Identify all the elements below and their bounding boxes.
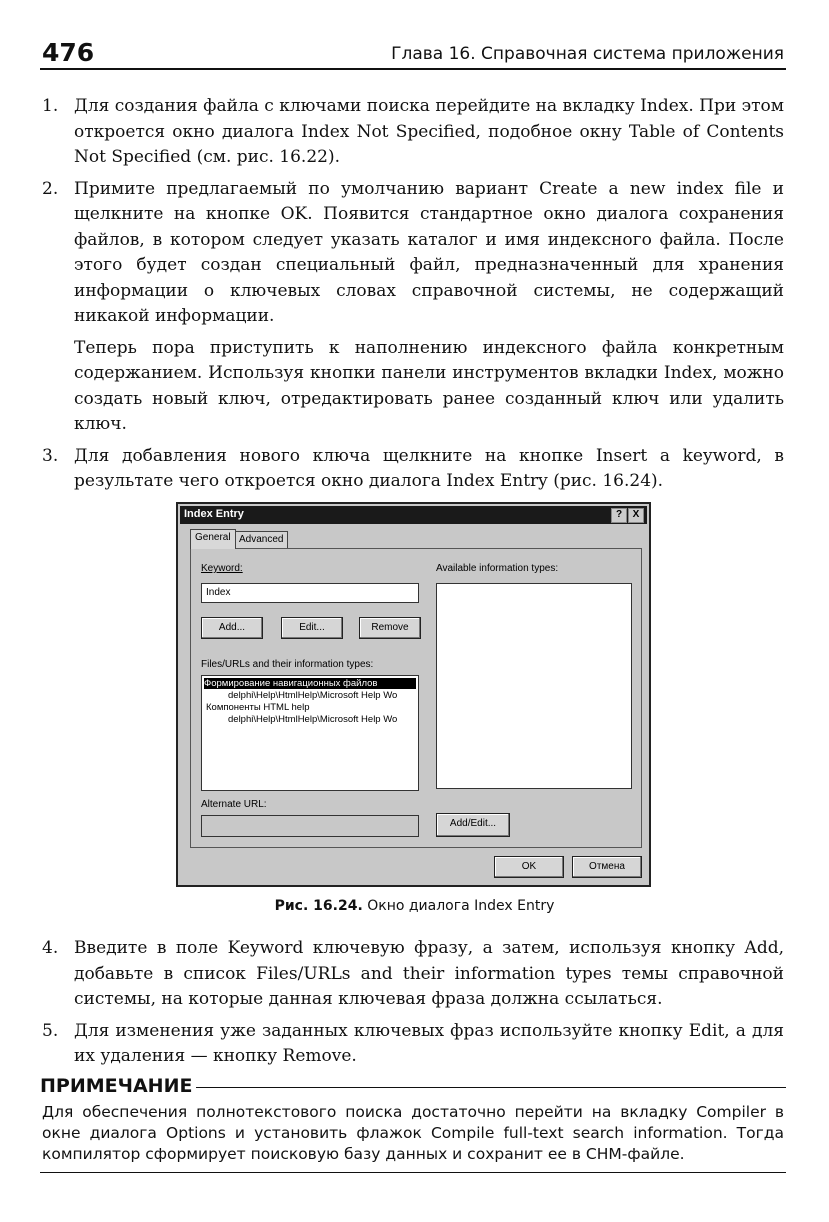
note-text: Для обеспечения полнотекстового поиска достаточно перейти на вкладку Compiler в окне диалога Options и установить флажок Compile full-text search information. Тогда компилятор сформирует поисковую базу данных и сохранит ее в CHM-файле. [42,1103,784,1163]
note-heading [40,1075,786,1099]
alternate-url-label: Alternate URL: [201,799,267,810]
caption-label: Рис. 16.24. [274,898,363,914]
keyword-input[interactable]: Index [201,583,419,603]
main-text-bottom [42,936,784,1076]
caption-text: Окно диалога Index Entry [367,898,555,914]
remove-button[interactable]: Remove [359,617,421,639]
cancel-button[interactable]: Отмена [572,856,642,878]
add-edit-button[interactable]: Add/Edit... [436,813,510,837]
list-item: 4. Введите в поле Keyword ключевую фразу, а затем, используя кнопку Add, добавьте в список Files/URLs and their information types темы справочной системы, на которые данная ключевая фраза должна ссылаться. [42,938,784,1009]
keyword-label: Keyword: [201,563,243,574]
list-item: 2. Примите предлагаемый по умолчанию вариант Create a new index file и щелкните на кнопке OK. Появится стандартное окно диалога сохранения файлов, в котором следует указать каталог и имя индексного файла. После этого будет создан специальный файл, предназначенный для хранения информации о ключевых словах справочной системы, не содержащий никакой информации. [42,178,784,326]
close-button[interactable]: X [628,508,644,523]
files-label: Files/URLs and their information types: [201,659,374,670]
help-button[interactable]: ? [611,508,627,523]
bottom-divider [40,1172,786,1173]
list-item-text: Введите в поле Keyword ключевую фразу, а затем, используя кнопку Add, добавьте в список Files/URLs and their information types темы справочной системы, на которые данная ключевая фраза должна ссылаться. [74,938,784,1009]
list-item-text: Примите предлагаемый по умолчанию вариант Create a new index file и щелкните на кнопке OK. Появится стандартное окно диалога сохранения файлов, в котором следует указать каталог и имя индексного файла. После этого будет создан специальный файл, предназначенный для хранения информации о ключевых словах справочной системы, не содержащий никакой информации. [74,178,784,326]
available-types-label: Available information types: [436,563,559,574]
dialog-titlebar [180,506,647,524]
alternate-url-input[interactable] [201,815,419,837]
list-item-text: Для изменения уже заданных ключевых фраз используйте кнопку Edit, а для их удаления — кнопку Remove. [74,1020,784,1066]
list-item[interactable]: Формирование навигационных файлов [204,678,416,689]
note-title: ПРИМЕЧАНИЕ [40,1075,196,1097]
tab-general[interactable]: General [190,529,236,549]
list-item: 3. Для добавления нового ключа щелкните на кнопке Insert a keyword, в результате чего откроется окно диалога Index Entry (рис. 16.24). [42,445,784,491]
list-item[interactable]: Компоненты HTML help [206,702,310,713]
dialog-title: Index Entry [184,508,244,520]
paragraph: Теперь пора приступить к наполнению индексного файла конкретным содержанием. Используя кнопки панели инструментов вкладки Index, можно создать новый ключ, отредактировать ранее созданный ключ или удалить ключ. [74,337,784,434]
index-entry-dialog [176,502,651,887]
list-item-text: Для добавления нового ключа щелкните на кнопке Insert a keyword, в результате чего откроется окно диалога Index Entry (рис. 16.24). [74,445,784,491]
list-item[interactable]: delphi\Help\HtmlHelp\Microsoft Help Wo [228,714,398,725]
tab-advanced[interactable]: Advanced [234,531,288,548]
ok-button[interactable]: OK [494,856,564,878]
list-item[interactable]: delphi\Help\HtmlHelp\Microsoft Help Wo [228,690,398,701]
chapter-title: Глава 16. Справочная система приложения [391,44,784,64]
available-types-list[interactable] [436,583,632,789]
page-header [40,38,786,70]
add-button[interactable]: Add... [201,617,263,639]
page-number: 476 [42,38,95,67]
figure-caption [0,898,829,914]
list-item: 1. Для создания файла с ключами поиска перейдите на вкладку Index. При этом откроется окно диалога Index Not Specified, подобное окну Table of Contents Not Specified (см. рис. 16.22). [42,96,784,167]
main-text-top [42,94,784,501]
list-item: 5. Для изменения уже заданных ключевых фраз используйте кнопку Edit, а для их удаления — кнопку Remove. [42,1020,784,1066]
list-item-text: Для создания файла с ключами поиска перейдите на вкладку Index. При этом откроется окно диалога Index Not Specified, подобное окну Table of Contents Not Specified (см. рис. 16.22). [74,96,784,167]
files-list[interactable] [201,675,419,791]
edit-button[interactable]: Edit... [281,617,343,639]
general-panel [190,548,642,848]
